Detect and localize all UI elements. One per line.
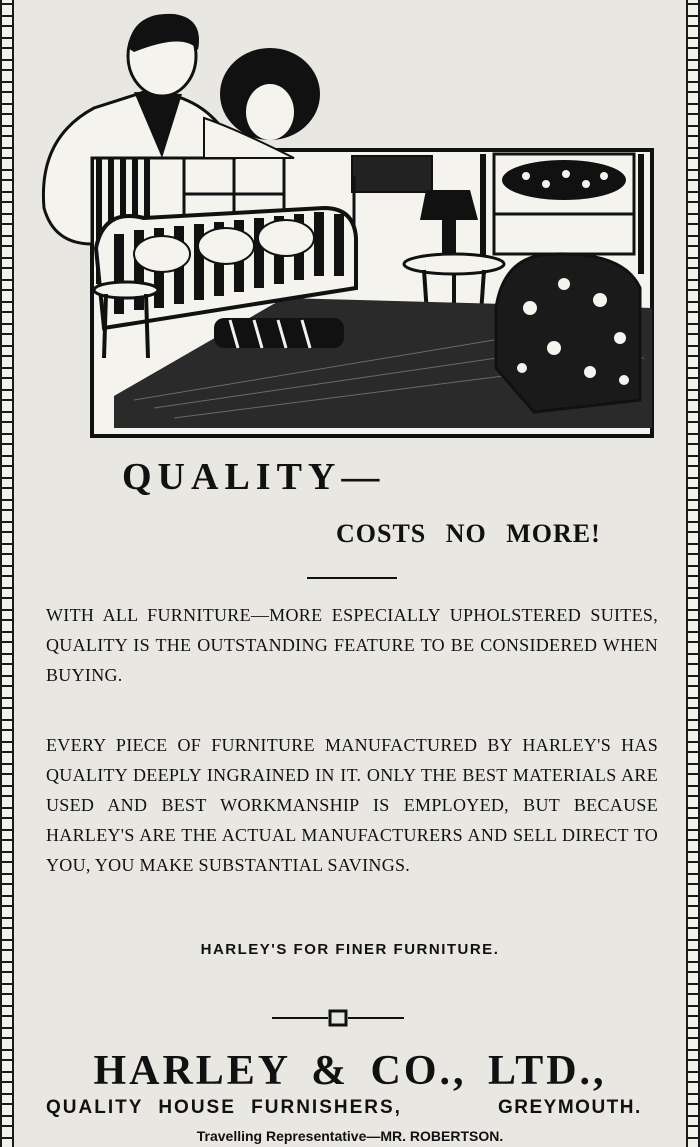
right-decorative-border xyxy=(686,0,700,1147)
couple-in-furnished-living-room-icon xyxy=(34,8,660,440)
body-paragraph-1: WITH ALL FURNITURE—MORE ESPECIALLY UPHOLSTERED SUITES, QUALITY IS THE OUTSTANDING FEATURE TO BE CONSIDERED WHEN BUYING. xyxy=(46,605,658,685)
company-location: GREYMOUTH. xyxy=(498,1097,642,1118)
representative-line: Travelling Representative—MR. ROBERTSON. xyxy=(196,1128,504,1144)
company-name: HARLEY & CO., LTD., xyxy=(93,1048,607,1094)
left-decorative-border xyxy=(0,0,14,1147)
slogan: HARLEY'S FOR FINER FURNITURE. xyxy=(200,941,500,958)
body-paragraph-2: EVERY PIECE OF FURNITURE MANUFACTURED BY HARLEY'S HAS QUALITY DEEPLY INGRAINED IN IT. ONLY THE BEST MATERIALS ARE USED AND BEST WORKMANSHIP IS EMPLOYED, BUT BECAUSE HARLEY'S ARE THE ACTUAL MANUFACTURERS AND SELL DIRECT TO YOU, YOU MAKE SUBSTANTIAL SAVINGS. xyxy=(46,735,658,875)
divider-rule xyxy=(307,577,397,579)
subheadline: COSTS NO MORE! xyxy=(336,519,601,548)
divider-ornament-icon xyxy=(272,1008,404,1028)
headline: QUALITY— xyxy=(122,456,386,498)
company-tagline: QUALITY HOUSE FURNISHERS, xyxy=(46,1097,402,1118)
